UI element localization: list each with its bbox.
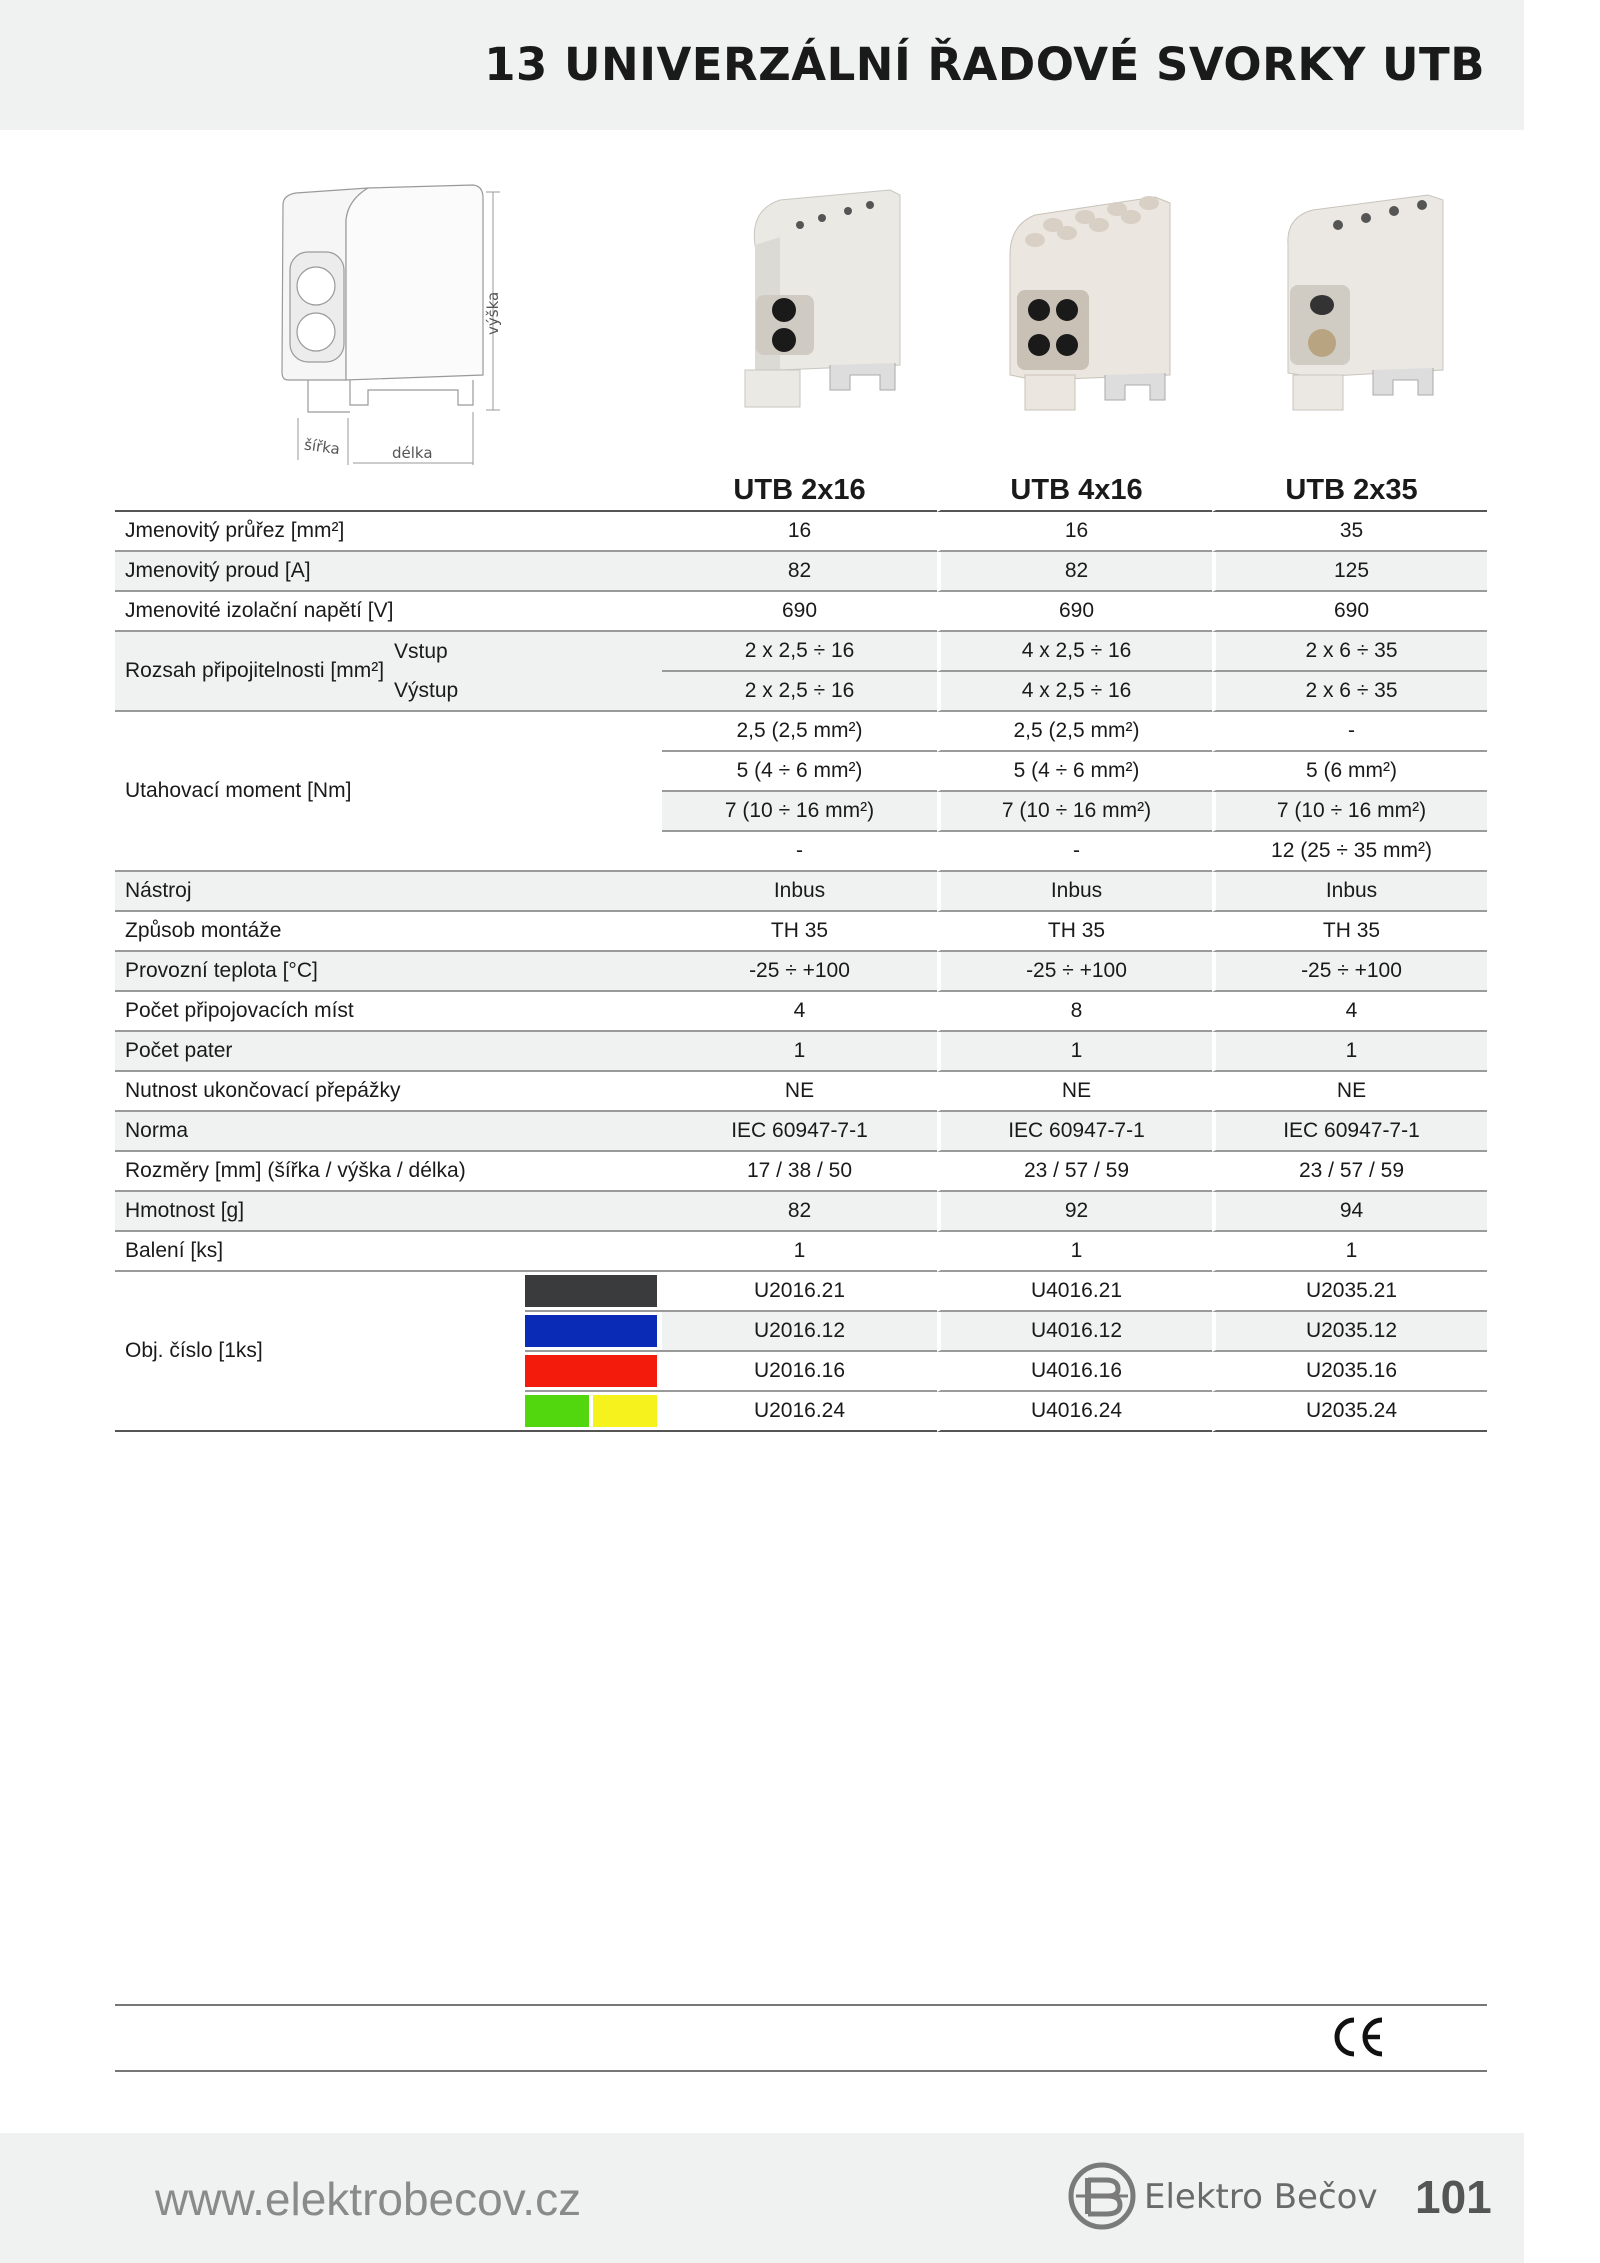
color-swatch-gray — [525, 1272, 662, 1312]
color-swatch-blue — [525, 1312, 662, 1352]
cell: U2035.24 — [1212, 1392, 1487, 1432]
table-row — [115, 912, 1487, 952]
table-row — [115, 552, 1487, 592]
cell: 5 (4 ÷ 6 mm²) — [662, 752, 937, 792]
dimension-drawing — [268, 180, 518, 470]
table-row — [115, 992, 1487, 1032]
cell: U4016.16 — [937, 1352, 1212, 1392]
elektro-becov-logo-icon — [1066, 2160, 1138, 2232]
cell: TH 35 — [662, 912, 937, 952]
cell: 23 / 57 / 59 — [1212, 1152, 1487, 1192]
model-header: UTB 2x16 — [662, 470, 937, 512]
model-header: UTB 4x16 — [937, 470, 1212, 512]
cell: 82 — [662, 1192, 937, 1232]
row-label: Balení [ks] — [115, 1232, 662, 1272]
table-row — [115, 1272, 1487, 1312]
table-row — [115, 1232, 1487, 1272]
table-row — [115, 712, 1487, 752]
cell: 7 (10 ÷ 16 mm²) — [937, 792, 1212, 832]
cell: 4 x 2,5 ÷ 16 — [937, 632, 1212, 672]
row-label: Způsob montáže — [115, 912, 662, 952]
cell: 690 — [1212, 592, 1487, 632]
cell: 7 (10 ÷ 16 mm²) — [662, 792, 937, 832]
cell: 35 — [1212, 512, 1487, 552]
cell: U2016.12 — [662, 1312, 937, 1352]
table-row — [115, 632, 1487, 672]
cell: 2,5 (2,5 mm²) — [662, 712, 937, 752]
swatch — [525, 1355, 657, 1387]
row-label: Jmenovitý průřez [mm²] — [115, 512, 662, 552]
cell: 94 — [1212, 1192, 1487, 1232]
cell: 125 — [1212, 552, 1487, 592]
cell: 1 — [937, 1232, 1212, 1272]
row-sublabel-vstup: Vstup — [390, 632, 662, 672]
page-title: 13 UNIVERZÁLNÍ ŘADOVÉ SVORKY UTB — [484, 38, 1485, 91]
cell: 1 — [1212, 1032, 1487, 1072]
cell: U2016.24 — [662, 1392, 937, 1432]
row-label: Provozní teplota [°C] — [115, 952, 662, 992]
cell: 7 (10 ÷ 16 mm²) — [1212, 792, 1487, 832]
row-label: Nástroj — [115, 872, 662, 912]
width-label: šířka — [303, 435, 341, 459]
row-label: Jmenovité izolační napětí [V] — [115, 592, 662, 632]
table-row — [115, 1032, 1487, 1072]
cell: NE — [1212, 1072, 1487, 1112]
table-row — [115, 1112, 1487, 1152]
cell: 2,5 (2,5 mm²) — [937, 712, 1212, 752]
table-row — [115, 512, 1487, 552]
row-label: Norma — [115, 1112, 662, 1152]
row-sublabel-vystup: Výstup — [390, 672, 662, 712]
cell: - — [662, 832, 937, 872]
cell: U4016.12 — [937, 1312, 1212, 1352]
cell: TH 35 — [1212, 912, 1487, 952]
cell: 5 (6 mm²) — [1212, 752, 1487, 792]
height-label: výška — [484, 291, 502, 335]
cell: 2 x 2,5 ÷ 16 — [662, 672, 937, 712]
model-header: UTB 2x35 — [1212, 470, 1487, 512]
product-photo-utb-2x35 — [1278, 185, 1448, 425]
cell: 2 x 6 ÷ 35 — [1212, 632, 1487, 672]
cell: NE — [662, 1072, 937, 1112]
cell: 5 (4 ÷ 6 mm²) — [937, 752, 1212, 792]
cell: IEC 60947-7-1 — [1212, 1112, 1487, 1152]
cell: U2035.12 — [1212, 1312, 1487, 1352]
cell: 1 — [937, 1032, 1212, 1072]
cell: 17 / 38 / 50 — [662, 1152, 937, 1192]
cell: 12 (25 ÷ 35 mm²) — [1212, 832, 1487, 872]
row-label: Jmenovitý proud [A] — [115, 552, 662, 592]
table-row — [115, 1192, 1487, 1232]
cell: U2016.16 — [662, 1352, 937, 1392]
cell: -25 ÷ +100 — [662, 952, 937, 992]
cell: TH 35 — [937, 912, 1212, 952]
cell: 23 / 57 / 59 — [937, 1152, 1212, 1192]
row-label: Nutnost ukončovací přepážky — [115, 1072, 662, 1112]
cell: U2016.21 — [662, 1272, 937, 1312]
color-swatch-red — [525, 1352, 662, 1392]
swatch — [525, 1315, 657, 1347]
cell: U4016.24 — [937, 1392, 1212, 1432]
cell: 4 x 2,5 ÷ 16 — [937, 672, 1212, 712]
brand-name: Elektro Bečov — [1144, 2177, 1378, 2217]
swatch — [525, 1275, 657, 1307]
row-label: Počet připojovacích míst — [115, 992, 662, 1032]
specification-table — [115, 470, 1487, 1432]
table-row — [115, 872, 1487, 912]
swatch — [593, 1395, 657, 1427]
cell: 690 — [662, 592, 937, 632]
cell: Inbus — [1212, 872, 1487, 912]
cell: 82 — [937, 552, 1212, 592]
cell: - — [1212, 712, 1487, 752]
ce-mark-icon — [1328, 2012, 1386, 2062]
cell: 8 — [937, 992, 1212, 1032]
cell: 2 x 2,5 ÷ 16 — [662, 632, 937, 672]
row-label: Obj. číslo [1ks] — [115, 1272, 525, 1432]
cell: 4 — [662, 992, 937, 1032]
cell: 1 — [662, 1232, 937, 1272]
row-label: Hmotnost [g] — [115, 1192, 662, 1232]
page-number: 101 — [1415, 2171, 1492, 2223]
divider — [115, 2004, 1487, 2006]
table-row — [115, 952, 1487, 992]
cell: IEC 60947-7-1 — [662, 1112, 937, 1152]
row-label: Rozměry [mm] (šířka / výška / délka) — [115, 1152, 662, 1192]
row-label: Počet pater — [115, 1032, 662, 1072]
color-swatch-green-yellow — [525, 1392, 662, 1432]
cell: Inbus — [662, 872, 937, 912]
cell: 16 — [662, 512, 937, 552]
cell: 690 — [937, 592, 1212, 632]
table-row — [115, 592, 1487, 632]
cell: Inbus — [937, 872, 1212, 912]
cell: -25 ÷ +100 — [937, 952, 1212, 992]
product-photo-utb-2x16 — [740, 185, 910, 425]
table-row — [115, 1072, 1487, 1112]
cell: 1 — [1212, 1232, 1487, 1272]
cell: 92 — [937, 1192, 1212, 1232]
cell: -25 ÷ +100 — [1212, 952, 1487, 992]
cell: 2 x 6 ÷ 35 — [1212, 672, 1487, 712]
cell: 82 — [662, 552, 937, 592]
website-link[interactable]: www.elektrobecov.cz — [155, 2173, 582, 2225]
cell: U4016.21 — [937, 1272, 1212, 1312]
cell: IEC 60947-7-1 — [937, 1112, 1212, 1152]
cell: 4 — [1212, 992, 1487, 1032]
cell: 16 — [937, 512, 1212, 552]
cell: 1 — [662, 1032, 937, 1072]
product-photo-utb-4x16 — [1005, 185, 1175, 425]
cell: U2035.21 — [1212, 1272, 1487, 1312]
length-label: délka — [392, 444, 433, 462]
table-row — [115, 1152, 1487, 1192]
cell: - — [937, 832, 1212, 872]
row-label: Utahovací moment [Nm] — [115, 712, 662, 872]
row-label: Rozsah připojitelnosti [mm²] — [115, 632, 390, 712]
cell: U2035.16 — [1212, 1352, 1487, 1392]
divider — [115, 2070, 1487, 2072]
swatch — [525, 1395, 589, 1427]
cell: NE — [937, 1072, 1212, 1112]
